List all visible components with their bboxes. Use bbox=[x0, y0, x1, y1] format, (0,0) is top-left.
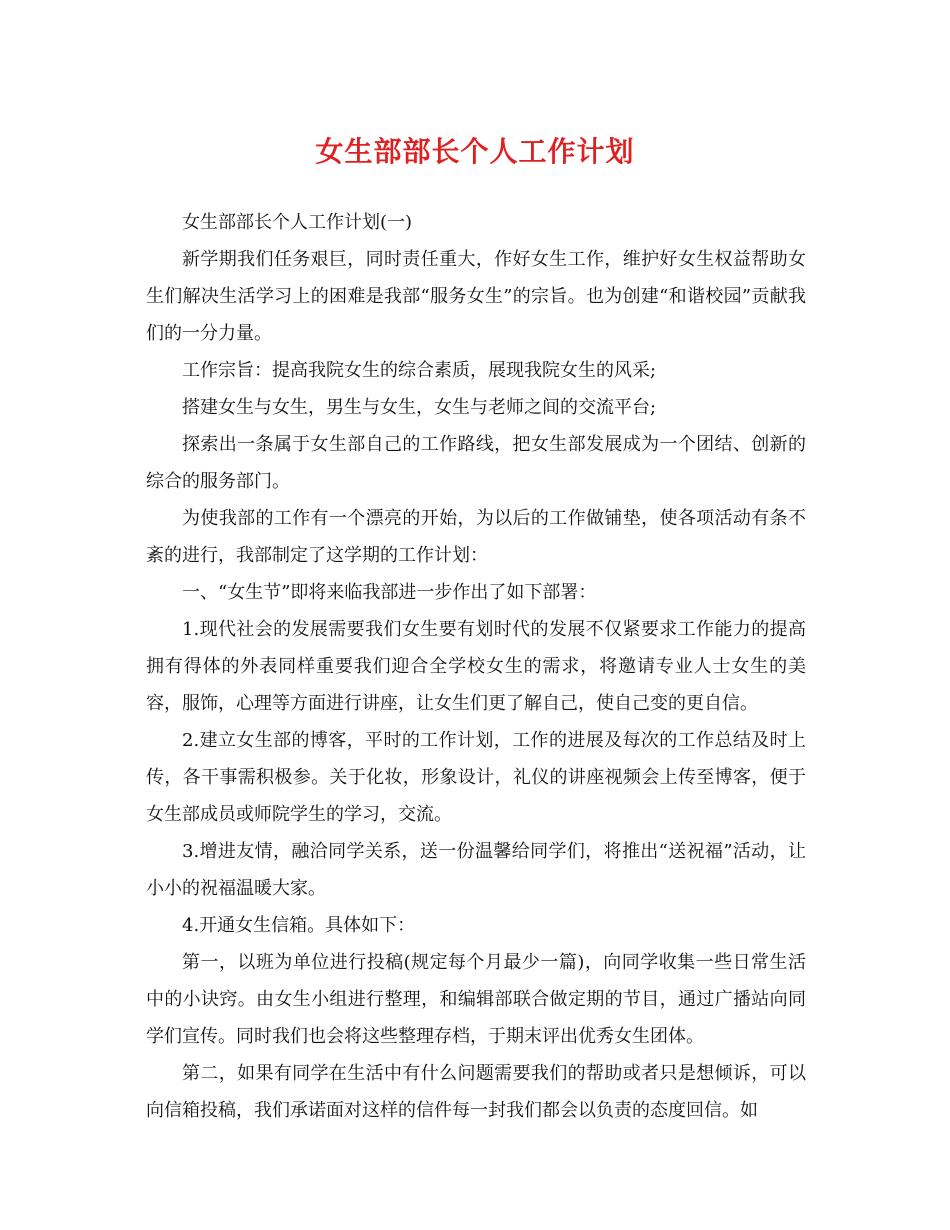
paragraph-second: 第二，如果有同学在生活中有什么问题需要我们的帮助或者只是想倾诉，可以向信箱投稿，我们承诺面对这样的信件每一封我们都会以负责的态度回信。如 bbox=[146, 1063, 806, 1121]
paragraph-item-3: 3.增进友情，融洽同学关系，送一份温馨给同学们，将推出“送祝福”活动，让小小的祝福温暖大家。 bbox=[146, 841, 806, 899]
paragraph-purpose: 工作宗旨：提高我院女生的综合素质，展现我院女生的风采; bbox=[182, 360, 657, 381]
paragraph-intro: 新学期我们任务艰巨，同时责任重大，作好女生工作，维护好女生权益帮助女生们解决生活学习上的困难是我部“服务女生”的宗旨。也为创建“和谐校园”贡献我们的一分力量。 bbox=[146, 249, 806, 344]
paragraph-plan-intro: 为使我部的工作有一个漂亮的开始，为以后的工作做铺垫，使各项活动有条不紊的进行，我部制定了这学期的工作计划： bbox=[146, 508, 806, 566]
paragraph-section-one: 一、“女生节”即将来临我部进一步作出了如下部署： bbox=[182, 582, 597, 603]
paragraph-explore: 探索出一条属于女生部自己的工作路线，把女生部发展成为一个团结、创新的综合的服务部门。 bbox=[146, 434, 806, 492]
paragraph-item-4: 4.开通女生信箱。具体如下： bbox=[182, 915, 416, 936]
paragraph-item-2: 2.建立女生部的博客，平时的工作计划，工作的进展及每次的工作总结及时上传，各干事需积极参。关于化妆，形象设计，礼仪的讲座视频会上传至博客，便于女生部成员或师院学生的学习，交流。 bbox=[146, 730, 806, 825]
paragraph-platform: 搭建女生与女生，男生与女生，女生与老师之间的交流平台; bbox=[182, 397, 657, 418]
paragraph-subtitle: 女生部部长个人工作计划(一) bbox=[182, 212, 413, 233]
paragraph-first: 第一，以班为单位进行投稿(规定每个月最少一篇)，向同学收集一些日常生活中的小诀窍。由女生小组进行整理，和编辑部联合做定期的节目，通过广播站向同学们宣传。同时我们也会将这些整理存档，于期末评出优秀女生团体。 bbox=[146, 952, 806, 1047]
document-title: 女生部部长个人工作计划 bbox=[315, 135, 635, 168]
paragraph-item-1: 1.现代社会的发展需要我们女生要有划时代的发展不仅紧要求工作能力的提高拥有得体的外表同样重要我们迎合全学校女生的需求，将邀请专业人士女生的美容，服饰，心理等方面进行讲座，让女生们更了解自己，使自己变的更自信。 bbox=[146, 619, 806, 714]
document-body bbox=[146, 204, 806, 1129]
